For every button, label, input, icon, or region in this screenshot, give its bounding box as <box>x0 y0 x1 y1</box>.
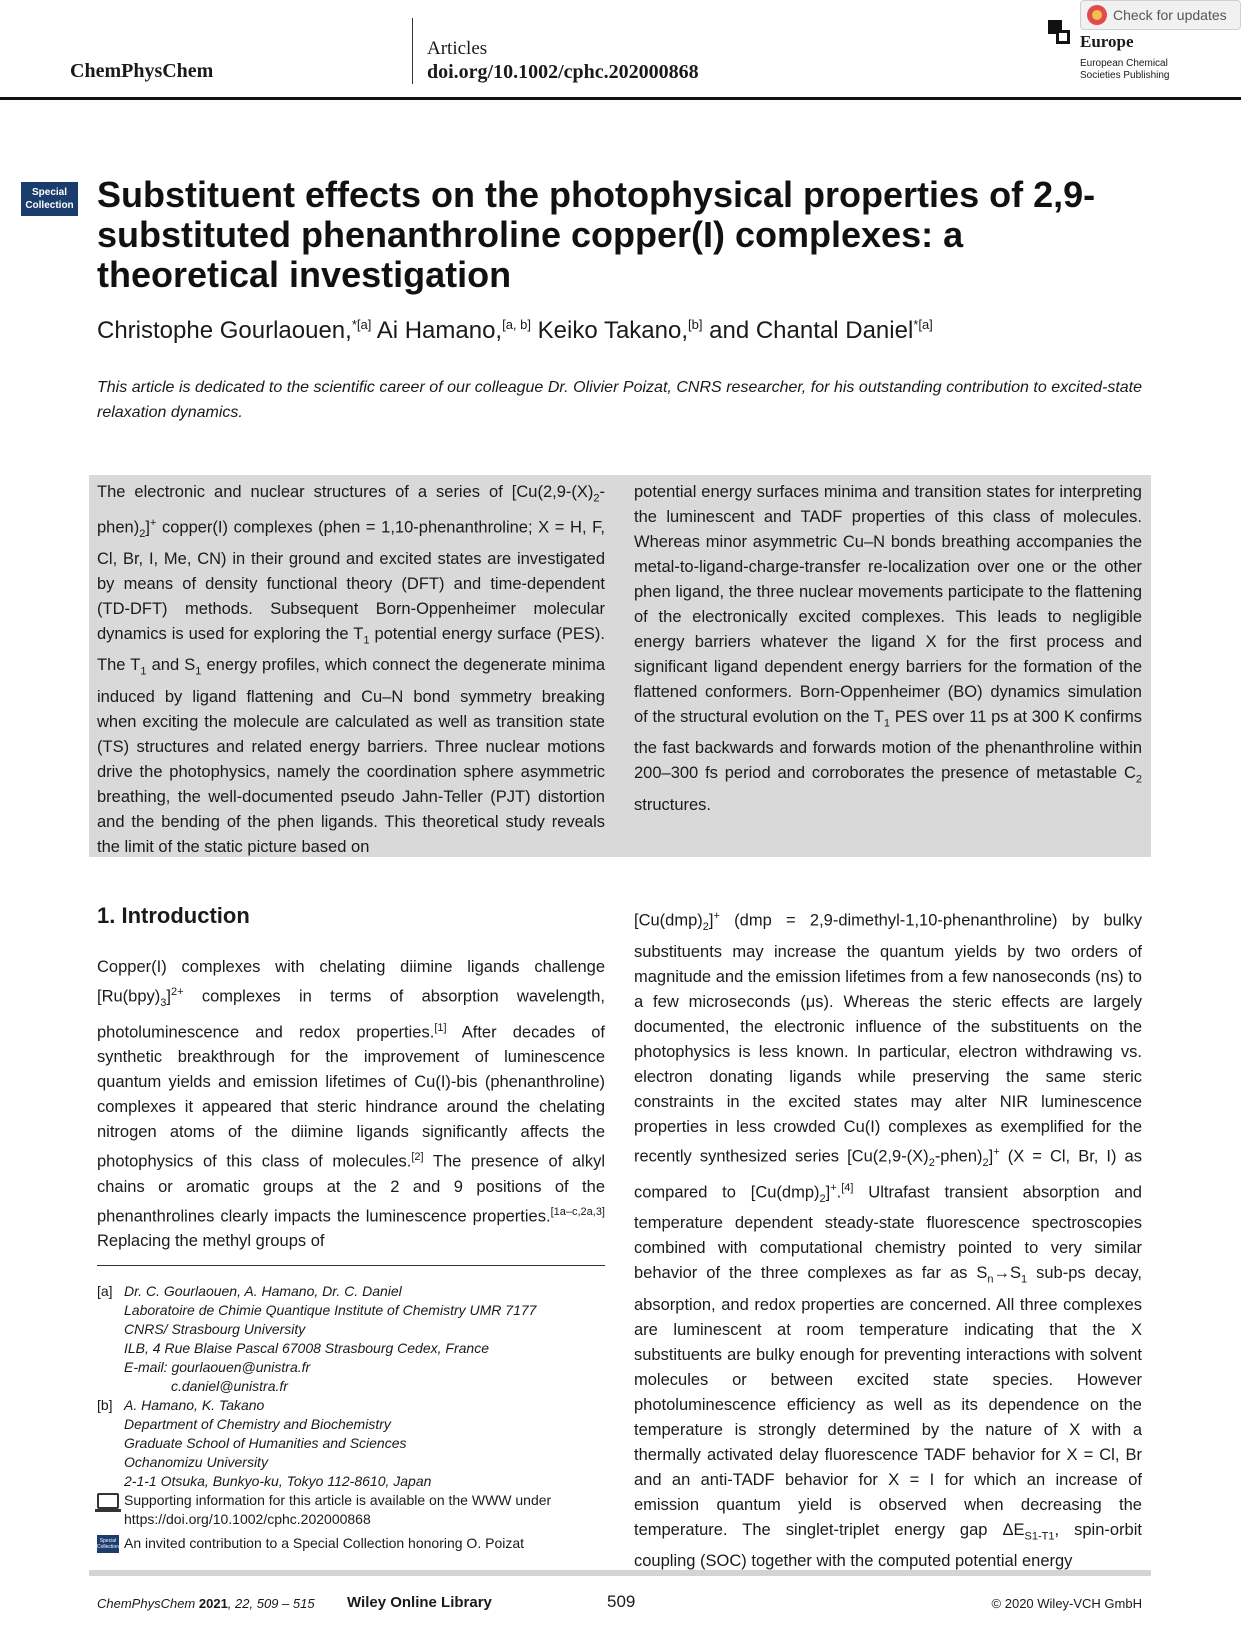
intro-left-column <box>97 955 605 1254</box>
subscript: 1 <box>363 634 370 647</box>
supporting-information-link[interactable]: Supporting information for this article is available on the WWW under https://doi.org/10.1002/cphc.202000868 <box>124 1492 552 1527</box>
special-collection-text: An invited contribution to a Special Collection honoring O. Poizat <box>124 1535 525 1551</box>
abstract-text: -phen) <box>97 483 605 537</box>
body-text: complexes in terms of absorption wavelength, photoluminescence and redox properties. <box>97 987 605 1042</box>
subscript: 2 <box>1135 773 1142 786</box>
affiliation-b-line-2: Graduate School of Humanities and Sciences <box>124 1435 407 1451</box>
subscript: 2 <box>928 1156 935 1169</box>
abstract-text: The electronic and nuclear structures of a series of [Cu(2,9-(X) <box>97 483 594 501</box>
superscript: 2+ <box>171 986 184 998</box>
affiliation-a-line-3: ILB, 4 Rue Blaise Pascal 67008 Strasbourg Cedex, France <box>124 1340 489 1356</box>
footer-citation <box>97 1596 315 1611</box>
body-text: The presence of alkyl chains or aromatic groups at the 2 and 9 positions of the phenanthrolines clearly impacts the luminescence properties. <box>97 1152 605 1226</box>
body-text: (dmp = 2,9-dimethyl-1,10-phenanthroline) by bulky substituents may increase the quantum yields by two orders of magnitude and the emission lifetimes from a few nanoseconds (ns) to a few microseconds (μs). Whereas the steric effects are largely documented, the electronic influence of the substituents on the photophysics is less known. In particular, electron withdrawing vs. electron donating ligands while preserving the same steric constraints in the excited states may alter NIR luminescence properties in less crowded Cu(I) complexes as exemplified for the recently synthesized series [Cu(2,9-(X) <box>634 911 1142 1166</box>
special-collection-badge[interactable] <box>21 182 78 216</box>
subscript: n <box>987 1273 994 1286</box>
body-text: ] <box>166 987 171 1006</box>
affiliation-b-line-4: 2-1-1 Otsuka, Bunkyo-ku, Tokyo 112-8610, Japan <box>124 1473 432 1489</box>
check-for-updates-button[interactable] <box>1080 0 1241 30</box>
body-text: Ultrafast transient absorption and temperature dependent steady-state fluorescence spectroscopies combined with computational chemistry pointed to very similar behavior of the three complexes as far as S <box>634 1183 1142 1283</box>
crossmark-icon <box>1087 5 1107 25</box>
article-type: Articles <box>427 38 488 59</box>
brand-subtitle: European Chemical Societies Publishing <box>1080 58 1170 81</box>
subscript: 2 <box>982 1156 989 1169</box>
article-title: Substituent effects on the photophysical properties of 2,9-substituted phenanthroline copper(I) complexes: a theoretical investigation <box>97 174 1096 295</box>
body-text: ] <box>708 911 714 930</box>
affiliation-b-names: A. Hamano, K. Takano <box>124 1397 265 1413</box>
subscript: 2 <box>593 492 600 505</box>
body-text: ] <box>825 1183 831 1202</box>
affiliation-b-line-3: Ochanomizu University <box>124 1454 268 1470</box>
body-text: sub-ps decay, absorption, and redox properties are concerned. All three complexes are luminescent at room temperature indicating that the X substituents are bulky enough for preventing interactions with solvent molecules or between excited state species. However photoluminescence efficiency as well as its dependence on the temperature is strongly determined by the nature of X with a thermally activated delay fluorescence TADF behavior for X = Cl, Br and an anti-TADF behavior for X = I for which an increase of emission quantum yield is observed when decreasing the temperature. The singlet-triplet energy gap ΔE <box>634 1264 1142 1539</box>
chemistry-europe-logo <box>1048 20 1072 48</box>
body-text: , spin-orbit coupling (SOC) together with the computed potential energy <box>634 1520 1142 1570</box>
footnote-rule <box>97 1265 605 1266</box>
intro-right-column <box>634 904 1142 1574</box>
author-4-affil: *[a] <box>913 317 933 332</box>
author-3-affil: [b] <box>688 317 703 332</box>
check-for-updates-label: Check for updates <box>1113 7 1227 23</box>
special-collection-note <box>97 1535 605 1551</box>
subscript: 1 <box>140 665 147 678</box>
badge-line-1: Special <box>31 187 68 198</box>
reference-link[interactable]: [4] <box>841 1181 854 1194</box>
body-text: →S <box>993 1264 1021 1283</box>
affiliation-a-email-2[interactable]: c.daniel@unistra.fr <box>171 1378 288 1394</box>
section-heading-introduction: 1. Introduction <box>97 903 250 928</box>
mini-badge-line-2: Collection <box>97 1544 119 1550</box>
abstract-text: potential energy surface (PES). The T <box>97 625 605 675</box>
superscript: + <box>993 1145 1000 1158</box>
abstract-text: PES over 11 ps at 300 K confirms the fast backwards and forwards motion of the phenanthroline within 200–300 fs period and corroborates the presence of metastable C <box>634 708 1142 783</box>
body-text: -phen) <box>934 1147 983 1166</box>
affiliation-label-a: [a] <box>97 1283 113 1299</box>
author-2[interactable]: Ai Hamano, <box>371 317 503 344</box>
author-1-affil: *[a] <box>351 317 372 332</box>
body-text: (X = Cl, Br, I) as compared to [Cu(dmp) <box>634 1147 1142 1202</box>
abstract-text: structures. <box>634 795 712 814</box>
superscript: + <box>713 910 720 922</box>
author-4[interactable]: and Chantal Daniel <box>702 317 914 344</box>
affiliation-label-b: [b] <box>97 1397 113 1413</box>
abstract-text: potential energy surfaces minima and transition states for interpreting the luminescent and TADF properties of this class of molecules. Whereas minor asymmetric Cu–N bonds breathing accompanies the metal-to-ligand-charge-transfer re-localization over one or the other phen ligand, the three nuclear movements participate to the flattening of the electronically excited complexes. This leads to negligible energy barriers whatever the ligand X for the first process and significant ligand dependent energy barriers for the formation of the flattened conformers. Born-Oppenheimer (BO) dynamics simulation of the structural evolution on the T <box>634 483 1142 726</box>
affiliation-a-email-1[interactable]: E-mail: gourlaouen@unistra.fr <box>124 1359 311 1375</box>
affiliation-b-line-1: Department of Chemistry and Biochemistry <box>124 1416 391 1432</box>
body-text: Copper(I) complexes with chelating diimine ligands challenge [Ru(bpy) <box>97 958 605 1006</box>
supporting-information-note <box>97 1491 605 1529</box>
superscript: + <box>149 517 157 530</box>
brand-name: Europe <box>1080 32 1134 51</box>
body-text: [Cu(dmp) <box>634 911 703 930</box>
affiliation-a-names: Dr. C. Gourlaouen, A. Hamano, Dr. C. Daniel <box>124 1283 402 1299</box>
journal-name: ChemPhysChem <box>70 60 214 82</box>
author-2-affil: [a, b] <box>502 317 531 332</box>
author-1[interactable]: Christophe Gourlaouen, <box>97 317 352 344</box>
copyright: © 2020 Wiley-VCH GmbH <box>991 1596 1142 1611</box>
abstract-left-column <box>97 480 605 860</box>
affiliation-a-line-1: Laboratoire de Chimie Quantique Institute of Chemistry UMR 7177 <box>124 1302 537 1318</box>
subscript: 2 <box>819 1192 826 1205</box>
subscript: 3 <box>160 996 167 1009</box>
mini-badge-line-1: Special <box>99 1538 117 1544</box>
subscript: 2 <box>139 528 146 541</box>
subscript: 2 <box>702 920 709 933</box>
subscript: 1 <box>195 665 202 678</box>
special-collection-icon <box>97 1535 119 1553</box>
dedication: This article is dedicated to the scientific career of our colleague Dr. Olivier Poizat, CNRS researcher, for his outstanding contribution to excited-state relaxation dynamics. <box>97 379 1142 421</box>
body-text: After decades of synthetic breakthrough for the improvement of luminescence quantum yields and emission lifetimes of Cu(I)-bis (phenanthroline) complexes it appeared that steric hindrance around the chelating nitrogen atoms of the diimine ligands significantly affects the photophysics of this class of molecules. <box>97 1023 605 1171</box>
subscript: 1 <box>883 717 891 730</box>
badge-line-2: Collection <box>25 200 74 211</box>
footer-volume-pages: , 22, 509 – 515 <box>227 1596 315 1611</box>
superscript: + <box>830 1181 837 1194</box>
reference-link[interactable]: [1] <box>434 1021 447 1034</box>
reference-link[interactable]: [1a–c,2a,3] <box>550 1205 605 1218</box>
affiliation-a <box>97 1282 605 1396</box>
subscript: S1-T1 <box>1024 1529 1055 1542</box>
affiliation-b <box>97 1396 605 1491</box>
body-text: Replacing the methyl groups of <box>97 1232 325 1251</box>
affiliation-a-line-2: CNRS/ Strasbourg University <box>124 1321 306 1337</box>
body-text: . <box>836 1183 842 1202</box>
chemistry-europe-logo-icon <box>1048 20 1072 48</box>
affiliations <box>97 1282 605 1491</box>
abstract-text: energy profiles, which connect the degenerate minima induced by ligand flattening and Cu–N bond symmetry breaking when exciting the molecule are calculated as well as transition state (TS) structures and related energy barriers. Three nuclear motions drive the photophysics, namely the coordination sphere asymmetric breathing, the well-documented pseudo Jahn-Teller (PJT) distortion and the bending of the phen ligands. This theoretical study reveals the limit of the static picture based on <box>97 656 605 856</box>
footer-year: 2021 <box>198 1596 228 1611</box>
body-text: ] <box>988 1147 994 1166</box>
author-list <box>97 317 933 345</box>
header-rule <box>0 97 1241 100</box>
reference-link[interactable]: [2] <box>411 1151 424 1164</box>
page-number: 509 <box>607 1592 636 1611</box>
footer-rule <box>89 1570 1151 1576</box>
abstract-right-column <box>634 480 1142 818</box>
abstract-text: copper(I) complexes (phen = 1,10-phenanthroline; X = H, F, Cl, Br, I, Me, CN) in their ground and excited states are investigated by means of density functional theory (DFT) and time-dependent (TD-DFT) methods. Subsequent Born-Oppenheimer molecular dynamics is used for exploring the T <box>97 518 605 644</box>
abstract-text: ] <box>145 518 150 537</box>
wiley-online-library-link[interactable]: Wiley Online Library <box>347 1594 492 1611</box>
subscript: 1 <box>1021 1273 1028 1286</box>
doi-link[interactable]: doi.org/10.1002/cphc.202000868 <box>427 61 699 83</box>
footer-journal: ChemPhysChem <box>97 1596 196 1611</box>
laptop-icon <box>97 1493 119 1509</box>
author-3[interactable]: Keiko Takano, <box>531 317 688 344</box>
abstract-text: and S <box>146 656 196 675</box>
header-divider <box>412 18 413 84</box>
